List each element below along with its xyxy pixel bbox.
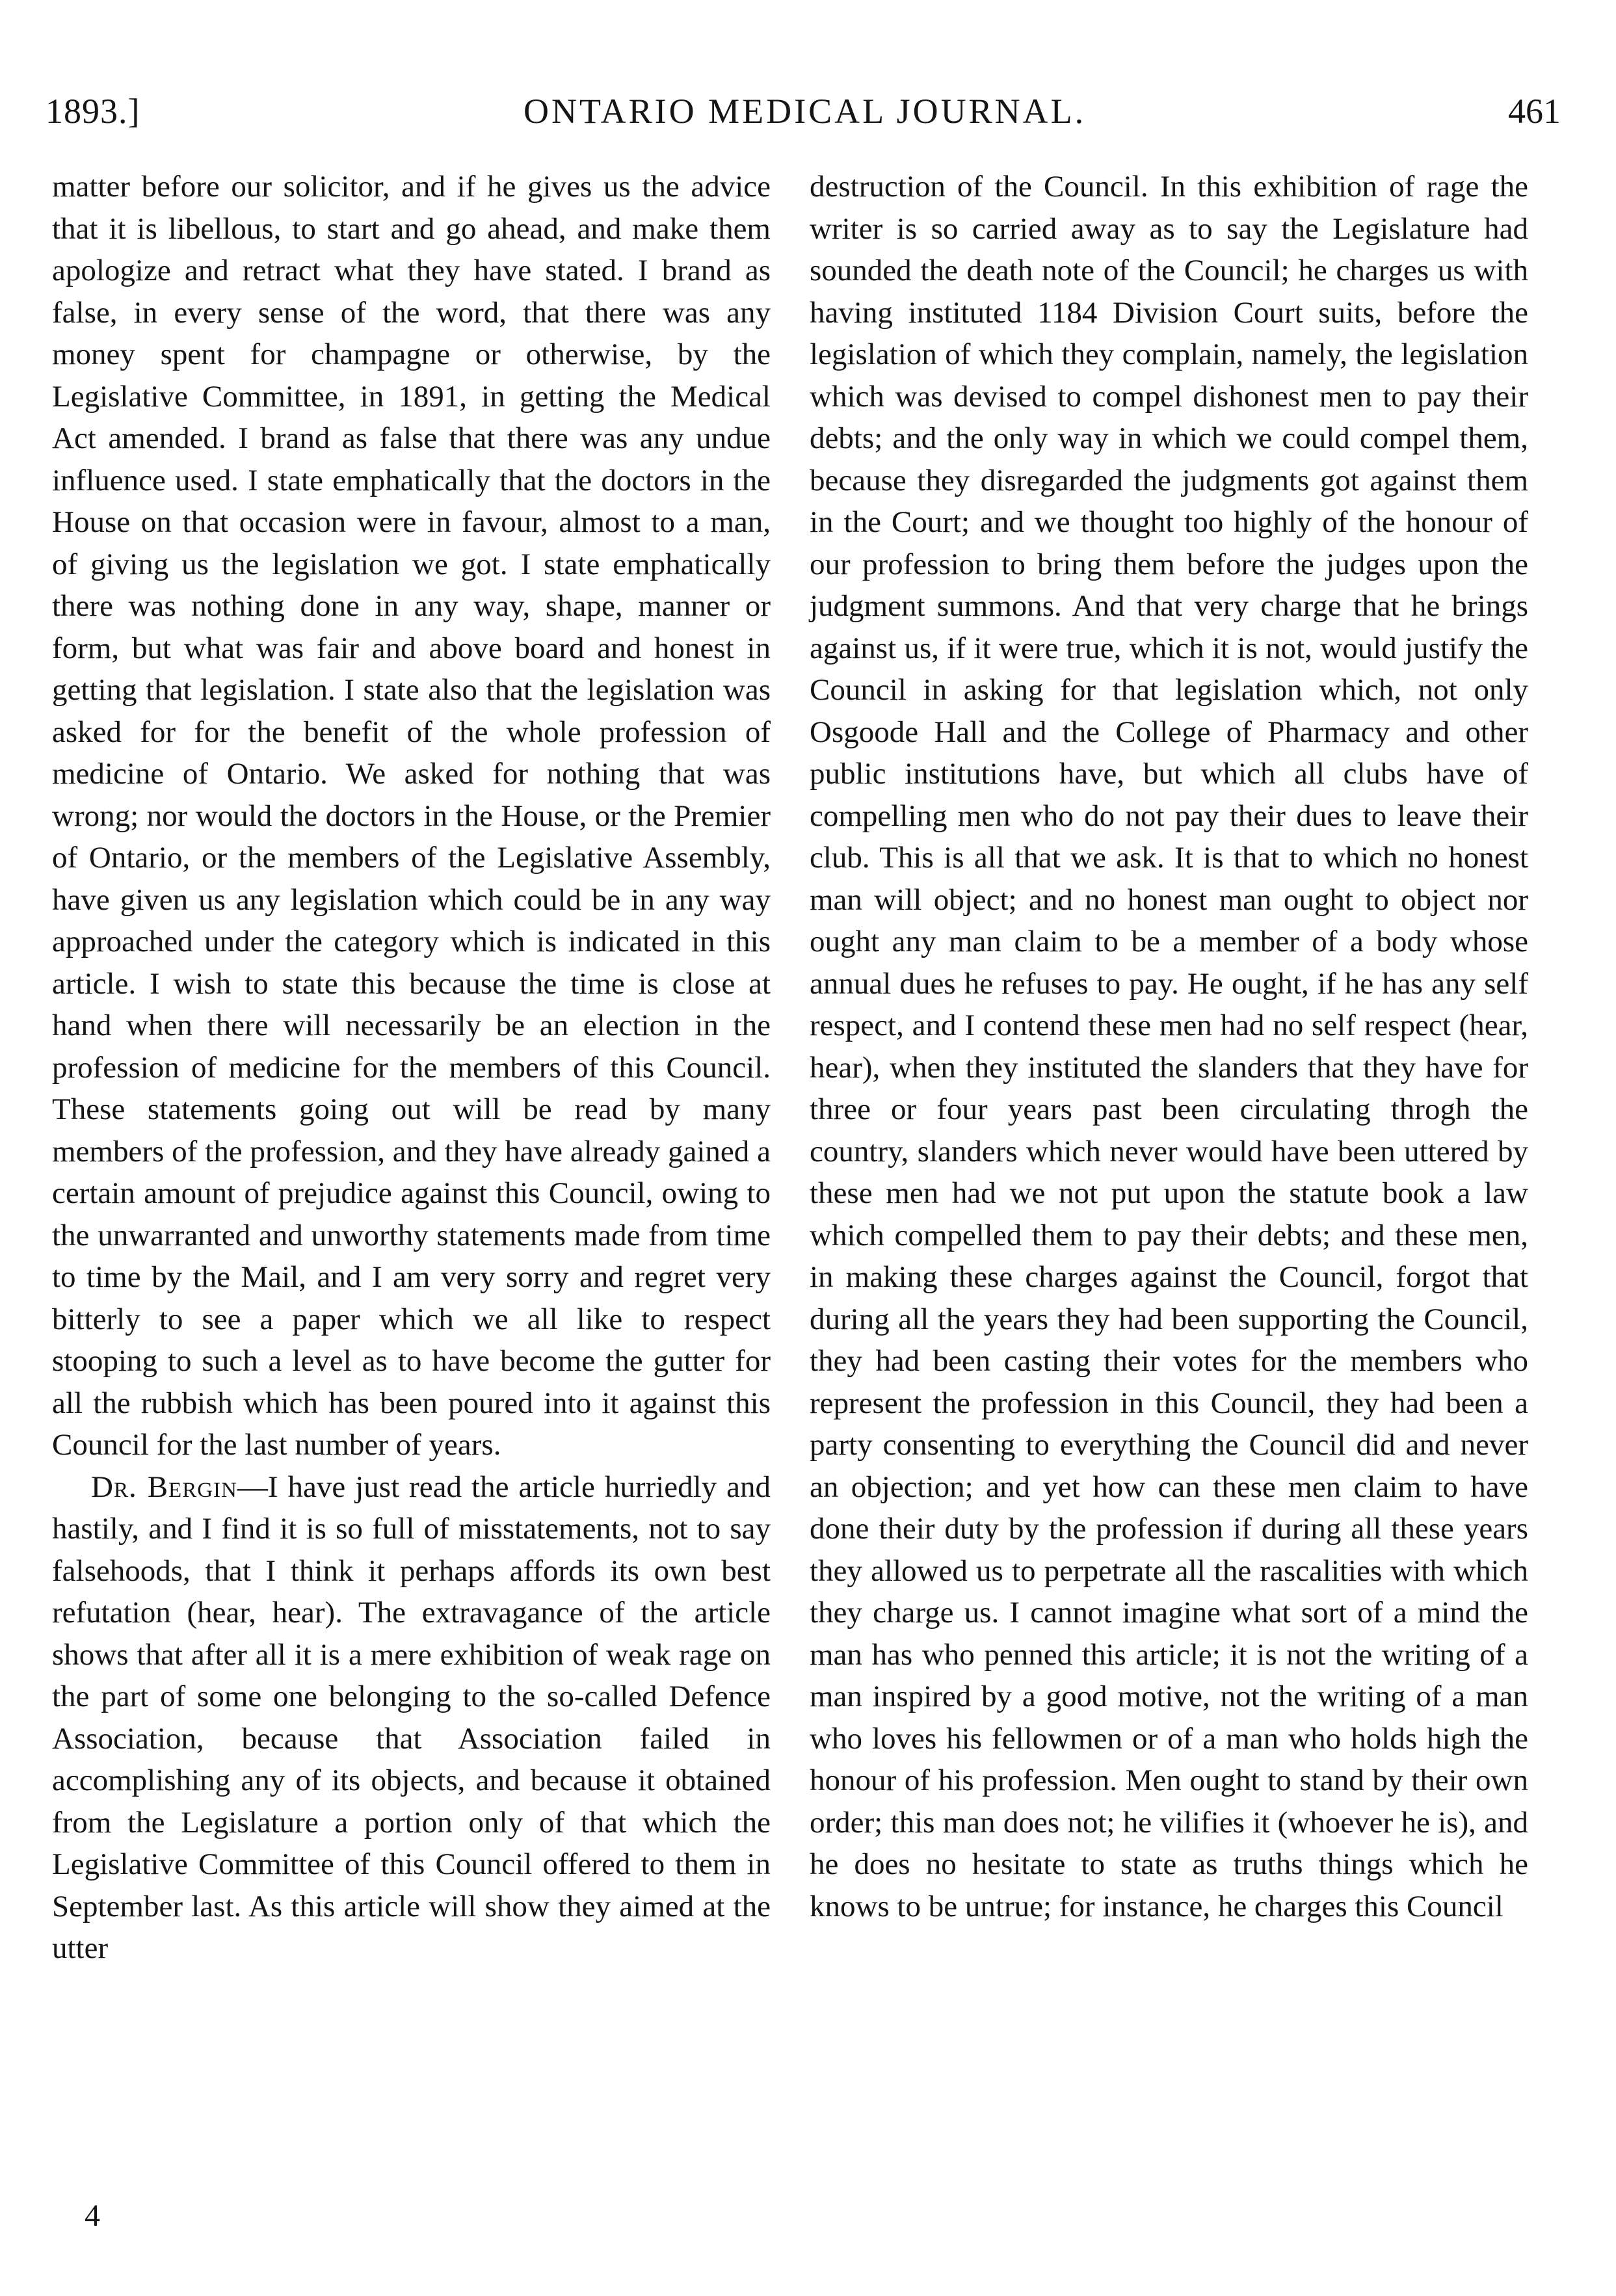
left-paragraph-1: matter before our solicitor, and if he gives us the advice that it is libellous, to start and go ahead, and make them apologize and retract what they have stated. I brand as false, in every sense of the word, that there was any money spent for champagne or otherwise, by the Legislative Committee, in 1891, in getting the Medical Act amended. I brand as false that there was any undue influence used. I state emphatically that the doctors in the House on that occasion were in favour, almost to a man, of giving us the legislation we got. I state emphatically there was nothing done in any way, shape, manner or form, but what was fair and above board and honest in getting that legislation. I state also that the legislation was asked for for the benefit of the whole profession of medicine of Ontario. We asked for nothing that was wrong; nor would the doctors in the House, or the Premier of Ontario, or the members of the Legislative Assembly, have given us any legislation which could be in any way approached under the category which is indicated in this article. I wish to state this because the time is close at hand when there will necessarily be an election in the profession of medicine for the members of this Council. These statements going out will be read by many members of the profession, and they have already gained a certain amount of prejudice against this Council, owing to the unwarranted and unworthy statements made from time to time by the Mail, and I am very sorry and regret very bitterly to see a paper which we all like to respect stooping to such a level as to have become the gutter for all the rubbish which has been poured into it against this Council for the last number of years. [52, 170, 771, 1462]
header-year: 1893.] [46, 92, 140, 131]
right-paragraph-1: destruction of the Council. In this exhibition of rage the writer is so carried away as to say the Legislature had sounded the death note of the Council; he charges us with having instituted 1184 Division Court suits, before the legislation of which they complain, namely, the legislation which was devised to compel dishonest men to pay their debts; and the only way in which we could compel them, because they disregarded the judgments got against them in the Court; and we thought too highly of the honour of our profession to bring them before the judges upon the judgment summons. And that very charge that he brings against us, if it were true, which it is not, would justify the Council in asking for that legislation which, not only Osgoode Hall and the College of Pharmacy and other public institutions have, but which all clubs have of compelling men who do not pay their dues to leave their club. This is all that we ask. It is that to which no honest man will object; and no honest man ought to object nor ought any man claim to be a member of a body whose annual dues he refuses to pay. He ought, if he has any self respect, and I contend these men had no self respect (hear, hear), when they instituted the slanders that they have for three or four years past been circulating throgh the country, slanders which never would have been uttered by these men had we not put upon the statute book a law which compelled them to pay their debts; and these men, in making these charges against the Council, forgot that during all the years they had been supporting the Council, they had been casting their votes for the members who represent the profession in this Council, they had been a party consenting to everything the Council did and never an objection; and yet how can these men claim to have done their duty by the profession if during all these years they allowed us to perpetrate all the rascalities with which they charge us. I cannot imagine what sort of a mind the man has who penned this article; it is not the writing of a man inspired by a good motive, not the writing of a man who loves his fellowmen or of a man who holds high the honour of his profession. Men ought to stand by their own order; this man does not; he vilifies it (whoever he is), and he does no hesitate to state as truths things which he knows to be untrue; for instance, he charges this Council [810, 170, 1528, 1923]
header-journal-title: ONTARIO MEDICAL JOURNAL. [523, 92, 1087, 131]
speaker-name: Dr. Bergin [91, 1470, 237, 1504]
speaker-statement: —I have just read the article hurriedly and hastily, and I find it is so full of misstatements, not to say falsehoods, that I think it perhaps affords its own best refutation (hear, hear). The extravagance of the article shows that after all it is a mere exhibition of weak rage on the part of some one belonging to the so-called Defence Association, because that Association failed in accomplishing any of its objects, and because it obtained from the Legislature a portion only of that which the Legislative Committee of this Council offered to them in September last. As this article will show they aimed at the utter [52, 1470, 771, 1965]
signature-mark: 4 [85, 2198, 100, 2233]
running-header [46, 91, 1561, 163]
left-column [52, 166, 771, 1970]
right-column [810, 166, 1528, 1927]
header-page-number: 461 [1508, 92, 1561, 131]
left-paragraph-2 [52, 1466, 771, 1970]
